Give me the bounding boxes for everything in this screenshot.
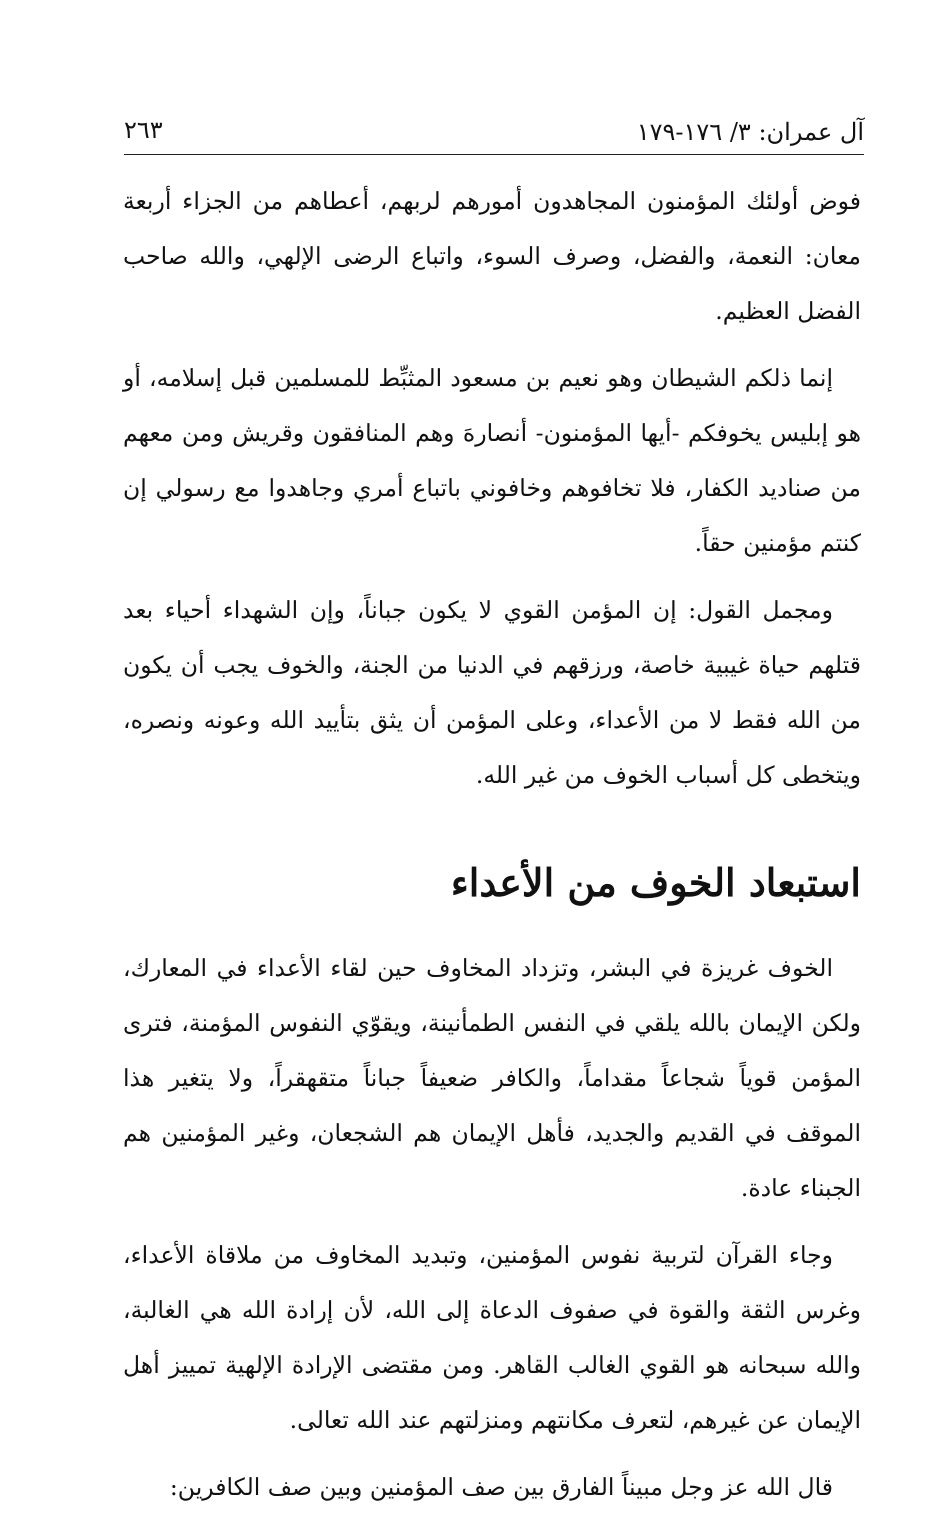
paragraph: إنما ذلكم الشيطان وهو نعيم بن مسعود المثبِّط للمسلمين قبل إسلامه، أو هو إبليس يخوفكم -أيها المؤمنون- أنصارهَ وهم المنافقون وقريش ومن معهم من صناديد الكفار، فلا تخافوهم وخافوني باتباع أمري وجاهدوا مع رسولي إن كنتم مؤمنين حقاً. (123, 364, 861, 557)
running-header (124, 112, 864, 155)
paragraph: الخوف غريزة في البشر، وتزداد المخاوف حين لقاء الأعداء في المعارك، ولكن الإيمان بالله يلقي في النفس الطمأنينة، ويقوّي النفوس المؤمنة، فترى المؤمن قوياً شجاعاً مقداماً، والكافر ضعيفاً جباناً متقهقراً، ولا يتغير هذا الموقف في القديم والجديد، فأهل الإيمان هم الشجعان، وغير المؤمنين هم الجبناء عادة. (123, 954, 861, 1202)
paragraph: وجاء القرآن لتربية نفوس المؤمنين، وتبديد المخاوف من ملاقاة الأعداء، وغرس الثقة والقوة في صفوف الدعاة إلى الله، لأن إرادة الله هي الغالبة، والله سبحانه هو القوي الغالب القاهر. ومن مقتضى الإرادة الإلهية تمييز أهل الإيمان عن غيرهم، لتعرف مكانتهم ومنزلتهم عند الله تعالى. (123, 1241, 861, 1434)
paragraph: ومجمل القول: إن المؤمن القوي لا يكون جباناً، وإن الشهداء أحياء بعد قتلهم حياة غيبية خاصة، ورزقهم في الدنيا من الجنة، والخوف يجب أن يكون من الله فقط لا من الأعداء، وعلى المؤمن أن يثق بتأييد الله وعونه ونصره، ويتخطى كل أسباب الخوف من غير الله. (123, 596, 861, 789)
paragraph: قال الله عز وجل مبيناً الفارق بين صف المؤمنين وبين صف الكافرين: (169, 1473, 833, 1501)
page-body (123, 174, 861, 1515)
page-number: ٢٦٣ (124, 116, 163, 144)
section-heading: استبعاد الخوف من الأعداء (450, 860, 861, 905)
surah-reference: آل عمران: ٣/ ١٧٦-١٧٩ (636, 118, 864, 146)
paragraph: فوض أولئك المؤمنون المجاهدون أمورهم لربهم، أعطاهم من الجزاء أربعة معان: النعمة، والفضل، وصرف السوء، واتباع الرضى الإلهي، والله صاحب الفضل العظيم. (123, 187, 861, 325)
